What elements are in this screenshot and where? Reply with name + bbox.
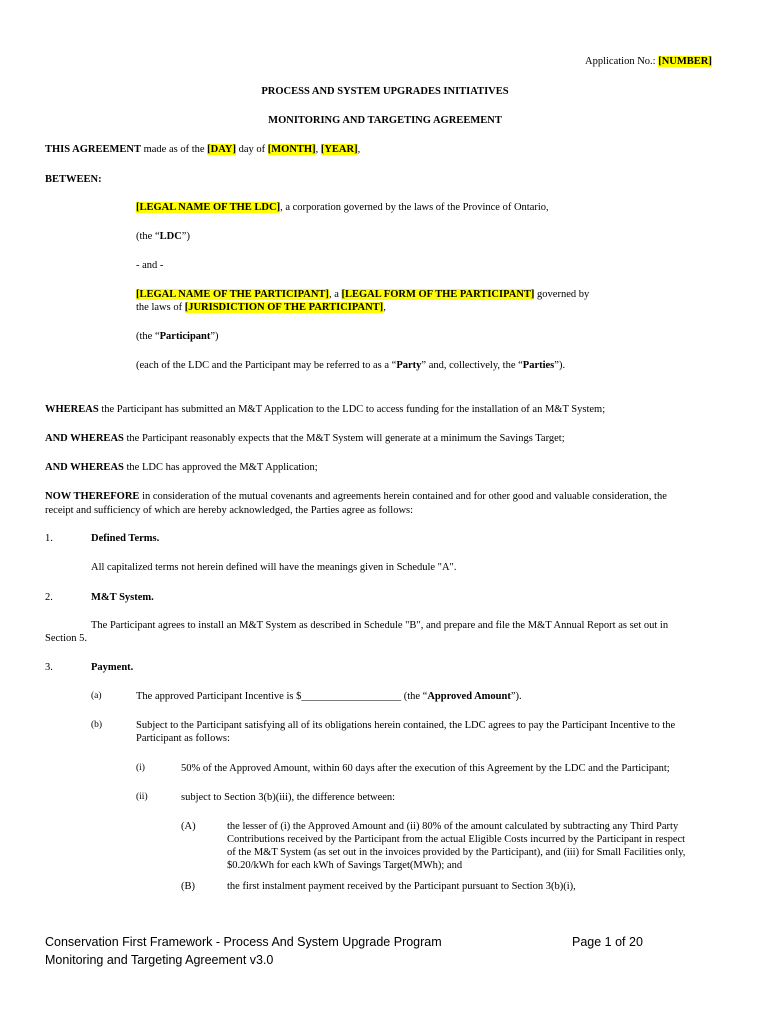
section-title: Defined Terms.	[91, 533, 160, 544]
month-placeholder: [MONTH]	[267, 144, 316, 155]
participant-term: Participant	[159, 331, 211, 342]
party-term: Party	[396, 360, 422, 371]
participant-name-placeholder: [LEGAL NAME OF THE PARTICIPANT]	[136, 289, 329, 300]
application-number	[585, 55, 712, 69]
quote-open: (the “	[136, 231, 160, 242]
and-separator: - and -	[136, 260, 164, 271]
program-title: PROCESS AND SYSTEM UPGRADES INITIATIVES	[261, 86, 509, 97]
section-number: 2.	[45, 592, 53, 603]
comma: ,	[315, 144, 319, 155]
parties-definition	[136, 359, 565, 373]
section-number: 1.	[45, 533, 53, 544]
item-a-line: of the M&T System (as set out in the invoices provided by the Participant), and (iii) for Small Facilities only,	[227, 847, 686, 858]
day-placeholder: [DAY]	[207, 144, 236, 155]
parties-term: Parties	[522, 360, 555, 371]
recital-lead: AND WHEREAS	[45, 433, 124, 444]
ldc-description: , a corporation governed by the laws of the Province of Ontario,	[280, 202, 549, 213]
item-a-line: the lesser of (i) the Approved Amount and (ii) 80% of the amount calculated by subtracting any Third Party	[227, 821, 679, 832]
now-therefore	[45, 490, 730, 517]
section-title: M&T System.	[91, 592, 154, 603]
clause-a-text: The approved Participant Incentive is $___________________ (the “	[136, 691, 428, 702]
subclause-label: (i)	[136, 763, 145, 773]
item-label: (B)	[181, 881, 195, 892]
recital	[45, 461, 318, 475]
clause-label: (a)	[91, 691, 102, 701]
comma: ,	[383, 302, 386, 313]
recital	[45, 432, 565, 446]
subclause-ii: subject to Section 3(b)(iii), the difference between:	[181, 792, 396, 803]
recital-text: the Participant reasonably expects that the M&T System will generate at a minimum the Savings Target;	[126, 433, 565, 444]
a-text: , a	[328, 289, 339, 300]
quote-close: ”)	[210, 331, 219, 342]
ldc-name-placeholder: [LEGAL NAME OF THE LDC]	[136, 202, 281, 213]
ldc-term: LDC	[159, 231, 182, 242]
recital-text: the LDC has approved the M&T Application;	[126, 462, 318, 473]
item-a-line: Contributions received by the Participant from the actual Eligible Costs incurred by the Participant in respect	[227, 834, 686, 845]
laws-of-text: the laws of	[136, 302, 183, 313]
section-body: All capitalized terms not herein defined will have the meanings given in Schedule "A".	[91, 562, 457, 573]
subclause-i: 50% of the Approved Amount, within 60 days after the execution of this Agreement by the LDC and the Participant;	[181, 763, 670, 774]
ldc-party-line	[136, 201, 549, 215]
clause-b-line: Subject to the Participant satisfying all of its obligations herein contained, the LDC agrees to pay the Participant Incentive to the	[136, 720, 676, 731]
this-agreement-lead: THIS AGREEMENT	[45, 144, 141, 155]
participant-form-placeholder: [LEGAL FORM OF THE PARTICIPANT]	[341, 289, 535, 300]
footer-program: Conservation First Framework - Process And System Upgrade Program	[45, 935, 442, 949]
recital-lead: WHEREAS	[45, 404, 99, 415]
between-heading: BETWEEN:	[45, 174, 102, 185]
participant-definition	[136, 330, 219, 344]
agreement-date-line	[45, 143, 360, 157]
governed-by-text: governed by	[537, 289, 590, 300]
participant-party-line	[136, 288, 589, 302]
application-number-placeholder: [NUMBER]	[658, 56, 712, 67]
section-body: Section 5.	[45, 633, 87, 644]
footer-version: Monitoring and Targeting Agreement v3.0	[45, 953, 274, 967]
year-placeholder: [YEAR]	[320, 144, 358, 155]
parties-def-text: ”).	[554, 360, 566, 371]
section-title: Payment.	[91, 662, 134, 673]
clause-a-end: ”).	[510, 691, 522, 702]
clause-label: (b)	[91, 720, 103, 730]
application-number-label: Application No.:	[585, 56, 656, 67]
item-a-line: $0.20/kWh for each kWh of Savings Target(MWh); and	[227, 860, 463, 871]
recital-text: the Participant has submitted an M&T Application to the LDC to access funding for the installation of an M&T System;	[101, 404, 606, 415]
made-text: made as of the	[143, 144, 205, 155]
comma: ,	[357, 144, 361, 155]
now-therefore-text: in consideration of the mutual covenants and agreements herein contained and for other good and valuable consideration, the	[142, 491, 667, 502]
jurisdiction-placeholder: [JURISDICTION OF THE PARTICIPANT]	[184, 302, 384, 313]
agreement-title: MONITORING AND TARGETING AGREEMENT	[268, 115, 502, 126]
subclause-label: (ii)	[136, 792, 148, 802]
quote-open: (the “	[136, 331, 160, 342]
clause-a	[136, 690, 522, 704]
participant-jurisdiction-line	[136, 301, 386, 315]
parties-def-text: (each of the LDC and the Participant may be referred to as a “	[136, 360, 397, 371]
recital	[45, 403, 605, 417]
day-of-text: day of	[238, 144, 266, 155]
now-therefore-lead: NOW THEREFORE	[45, 491, 140, 502]
item-b-text: the first instalment payment received by the Participant pursuant to Section 3(b)(i),	[227, 881, 576, 892]
approved-amount-term: Approved Amount	[427, 691, 511, 702]
page-number: Page 1 of 20	[572, 935, 643, 949]
section-body: The Participant agrees to install an M&T System as described in Schedule "B", and prepare and file the M&T Annual Report as set out in	[91, 620, 669, 631]
clause-b-line: Participant as follows:	[136, 733, 230, 744]
ldc-definition	[136, 230, 190, 244]
section-number: 3.	[45, 662, 53, 673]
recital-lead: AND WHEREAS	[45, 462, 124, 473]
quote-close: ”)	[181, 231, 190, 242]
parties-def-text: ” and, collectively, the “	[421, 360, 523, 371]
now-therefore-text: receipt and sufficiency of which are hereby acknowledged, the Parties agree as follows:	[45, 504, 414, 516]
item-label: (A)	[181, 821, 196, 832]
